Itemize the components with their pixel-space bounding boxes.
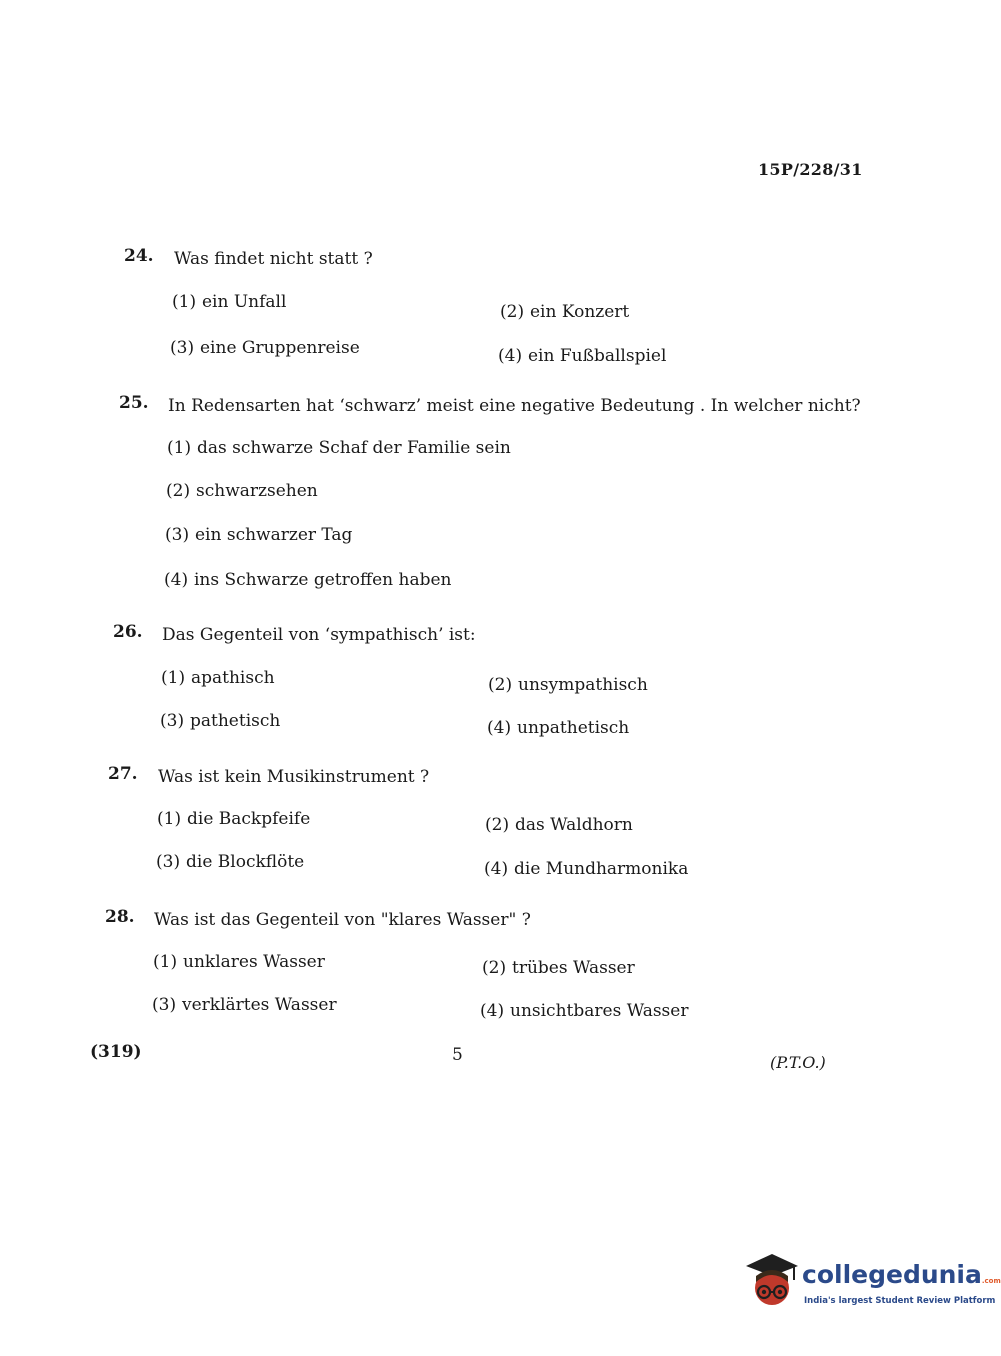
option-2: (2) das Waldhorn (485, 815, 633, 835)
question-number: 25. (119, 393, 149, 413)
option-3: (3) ein schwarzer Tag (165, 525, 353, 545)
logo-tagline: India's largest Student Review Platform (804, 1296, 996, 1306)
option-4: (4) unpathetisch (487, 718, 630, 738)
option-2: (2) trübes Wasser (482, 958, 635, 978)
option-4: (4) unsichtbares Wasser (480, 1001, 689, 1021)
option-1: (1) ein Unfall (172, 292, 287, 312)
question-text: Was findet nicht statt ? (174, 249, 373, 269)
option-1: (1) die Backpfeife (157, 809, 311, 829)
mascot-icon (742, 1252, 800, 1314)
logo-wordmark: collegedunia.com (802, 1260, 1001, 1289)
option-3: (3) die Blockflöte (156, 852, 305, 872)
page-number: 5 (452, 1045, 463, 1065)
option-3: (3) verklärtes Wasser (152, 995, 337, 1015)
question-text: Was ist kein Musikinstrument ? (158, 767, 430, 787)
question-number: 26. (113, 622, 143, 642)
option-2: (2) ein Konzert (500, 302, 630, 322)
question-number: 28. (105, 907, 135, 927)
option-1: (1) das schwarze Schaf der Familie sein (167, 438, 511, 458)
option-4: (4) ein Fußballspiel (498, 346, 667, 366)
option-2: (2) unsympathisch (488, 675, 648, 695)
paper-number: (319) (90, 1042, 142, 1062)
question-text: In Redensarten hat ‘schwarz’ meist eine negative Bedeutung . In welcher nicht? (168, 396, 861, 416)
option-1: (1) apathisch (161, 668, 275, 688)
logo-suffix: .com (981, 1277, 1001, 1285)
option-4: (4) ins Schwarze getroffen haben (164, 570, 452, 590)
question-text: Das Gegenteil von ‘sympathisch’ ist: (162, 625, 476, 645)
pto-label: (P.T.O.) (770, 1053, 826, 1072)
question-text: Was ist das Gegenteil von "klares Wasser" ? (154, 910, 531, 930)
option-4: (4) die Mundharmonika (484, 859, 689, 879)
collegedunia-logo (742, 1252, 1001, 1314)
paper-code: 15P/228/31 (758, 160, 863, 179)
option-3: (3) pathetisch (160, 711, 281, 731)
question-number: 27. (108, 764, 138, 784)
option-1: (1) unklares Wasser (153, 952, 325, 972)
option-3: (3) eine Gruppenreise (170, 338, 360, 358)
option-2: (2) schwarzsehen (166, 481, 318, 501)
question-number: 24. (124, 246, 154, 266)
